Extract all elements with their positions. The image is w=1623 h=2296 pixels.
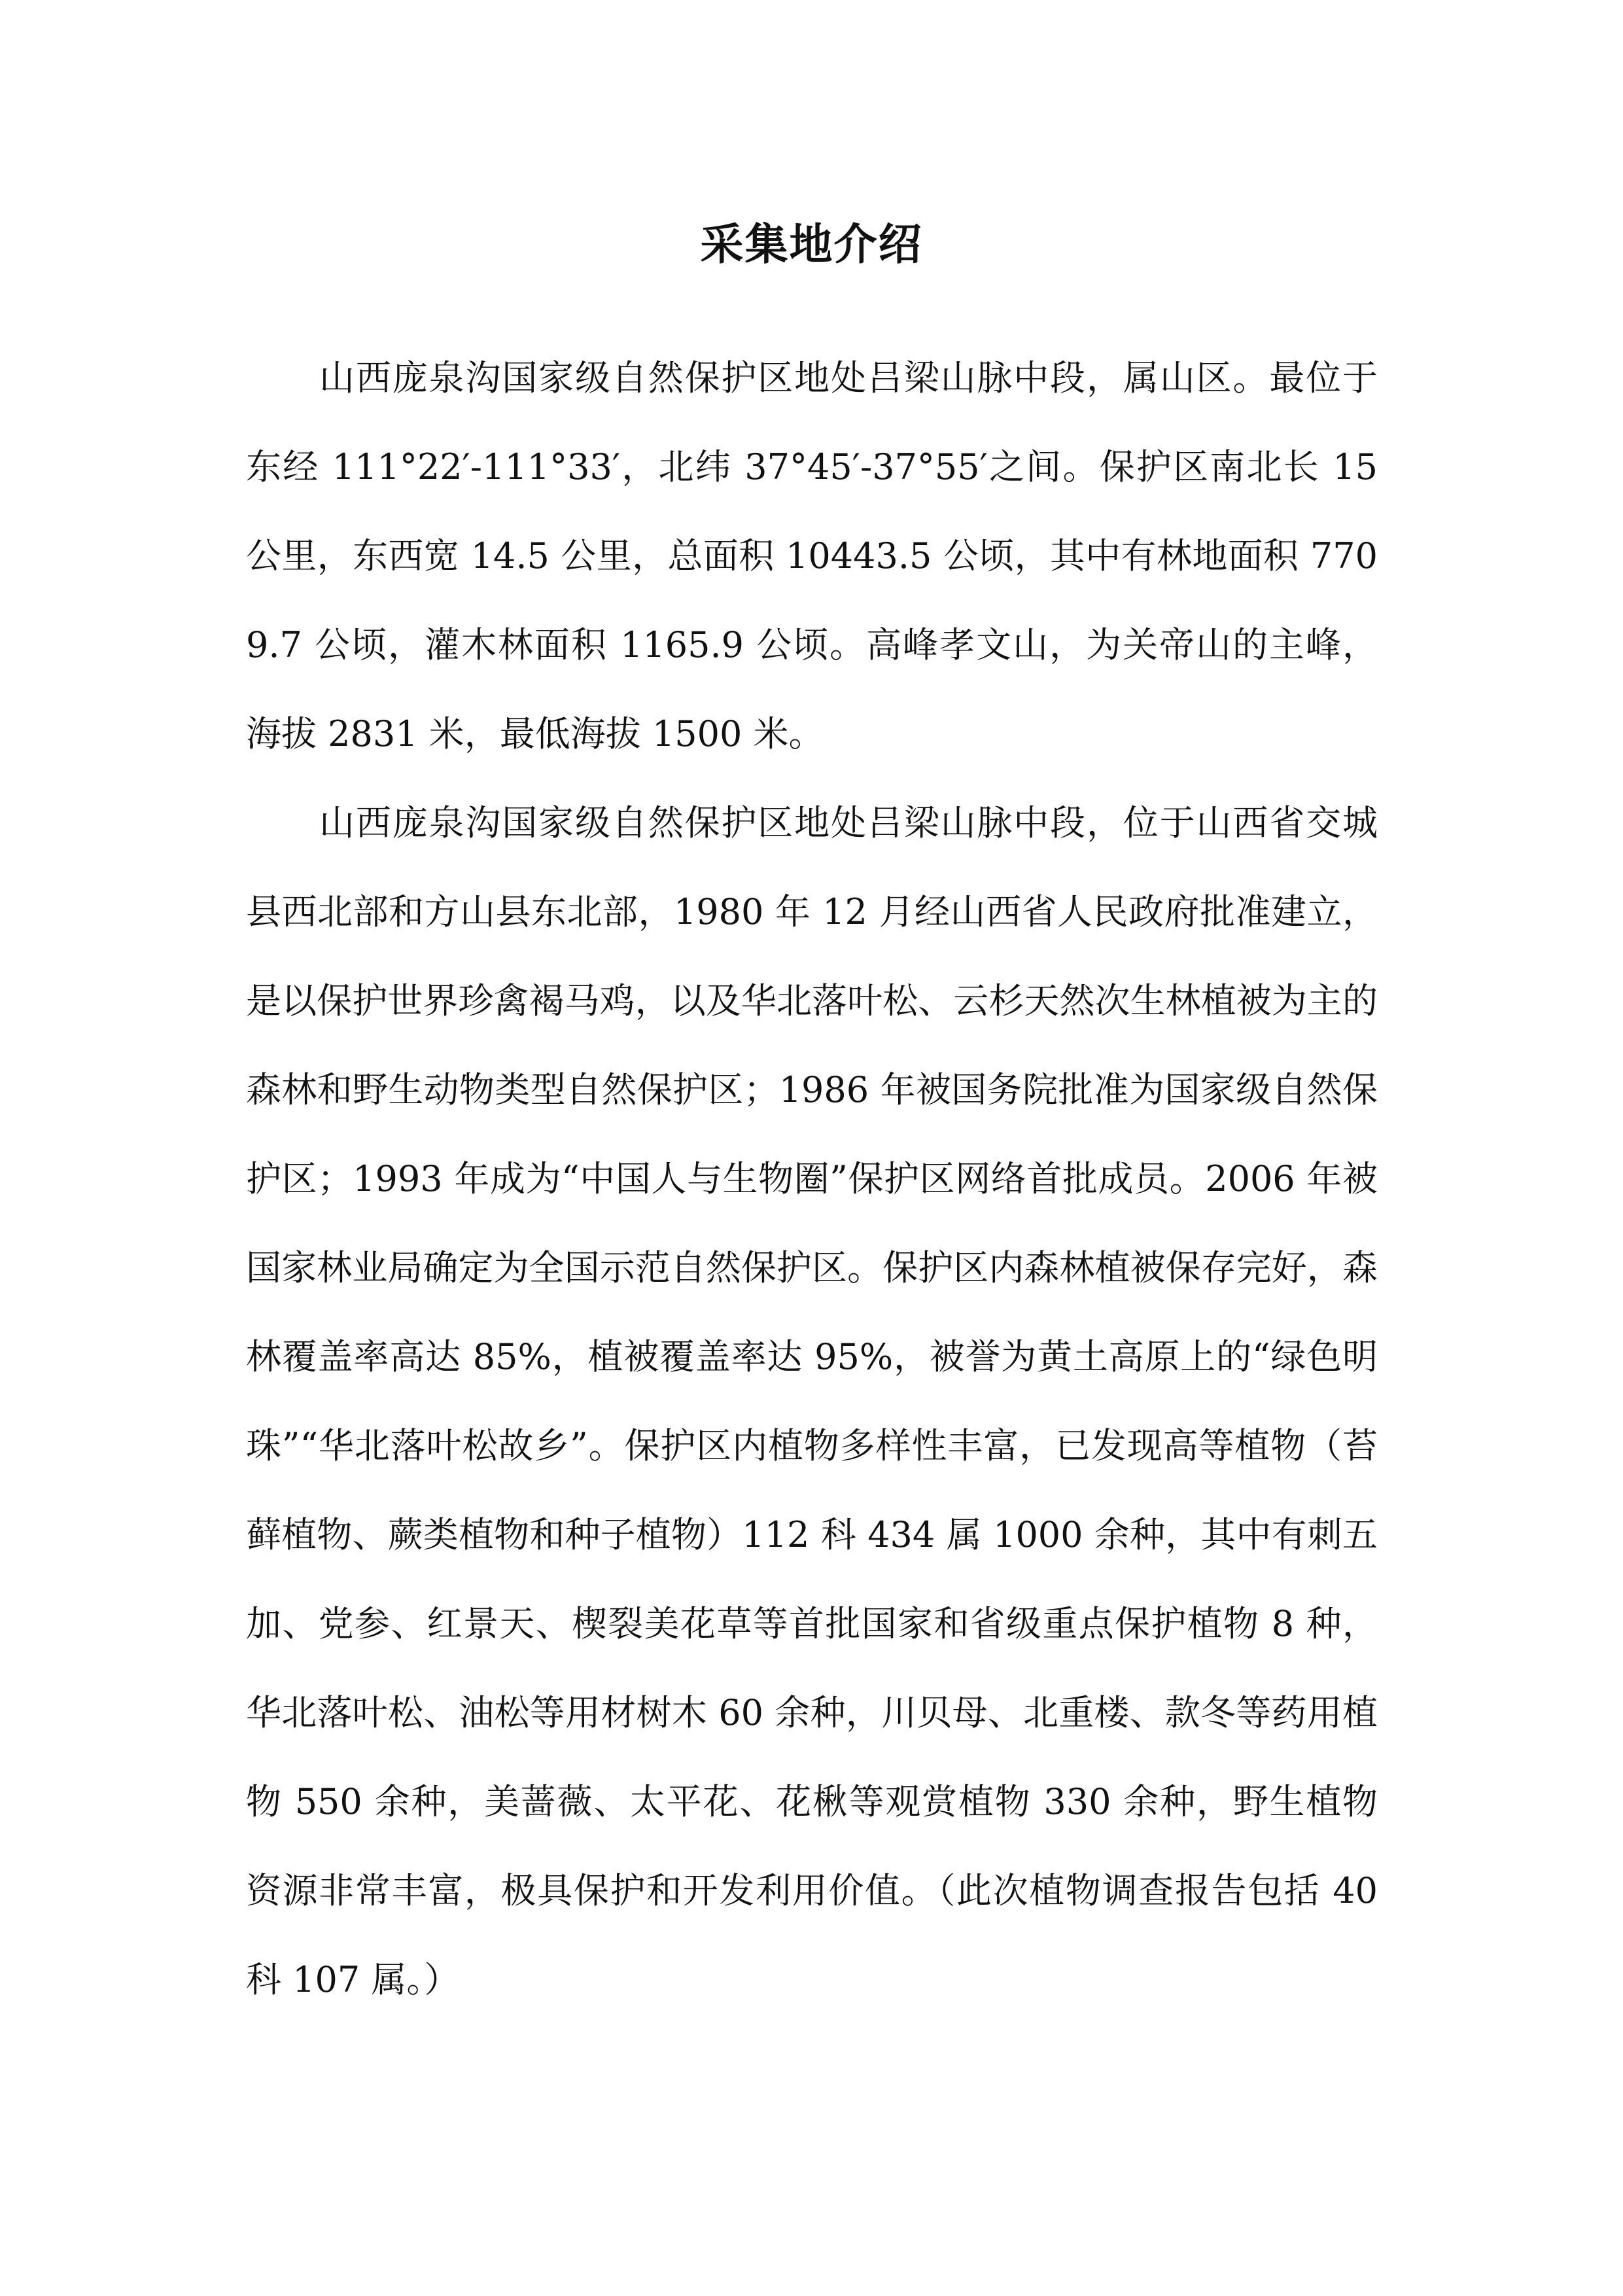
paragraph-location: 山西庞泉沟国家级自然保护区地处吕梁山脉中段，属山区。最位于东经 111°22′-111°33′，北纬 37°45′-37°55′之间。保护区南北长 15 公里，东西宽 14.5 公里，总面积 10443.5 公顷，其中有林地面积 7709.7 公顷，灌木林面积 1165.9 公顷。高峰孝文山，为关帝山的主峰，海拔 2831 米，最低海拔 1500 米。 (246, 357, 1378, 754)
paragraph-history: 山西庞泉沟国家级自然保护区地处吕梁山脉中段，位于山西省交城县西北部和方山县东北部，1980 年 12 月经山西省人民政府批准建立，是以保护世界珍禽褐马鸡，以及华北落叶松、云杉天然次生林植被为主的森林和野生动物类型自然保护区；1986 年被国务院批准为国家级自然保护区；1993 年成为“中国人与生物圈”保护区网络首批成员。2006 年被国家林业局确定为全国示范自然保护区。保护区内森林植被保存完好，森林覆盖率高达 85%，植被覆盖率达 95%，被誉为黄土高原上的“绿色明珠”“华北落叶松故乡”。保护区内植物多样性丰富，已发现高等植物（苔藓植物、蕨类植物和种子植物）112 科 434 属 1000 余种，其中有刺五加、党参、红景天、楔裂美花草等首批国家和省级重点保护植物 8 种，华北落叶松、油松等用材树木 60 余种，川贝母、北重楼、款冬等药用植物 550 余种，美蔷薇、太平花、花楸等观赏植物 330 余种，野生植物资源非常丰富，极具保护和开发利用价值。（此次植物调查报告包括 40 科 107 属。） (246, 802, 1378, 2000)
page-title: 采集地介绍 (700, 219, 923, 270)
document-body (246, 334, 1378, 2024)
